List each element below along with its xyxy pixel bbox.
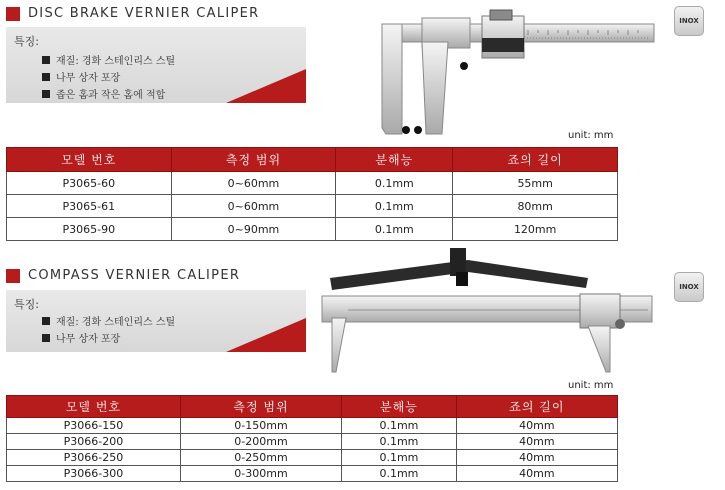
header-range: 측정 범위 (180, 396, 341, 418)
feature-item (42, 51, 175, 68)
cell-resolution: 0.1mm (336, 172, 453, 195)
cell-resolution: 0.1mm (342, 418, 457, 434)
cell-jaw-length: 40mm (456, 466, 617, 482)
table-row (7, 218, 618, 241)
cell-range: 0~90mm (171, 218, 336, 241)
cell-resolution: 0.1mm (336, 195, 453, 218)
table-row (7, 418, 618, 434)
compass-section (0, 262, 725, 490)
header-resolution: 분해능 (342, 396, 457, 418)
header-jaw-length: 죠의 길이 (453, 148, 618, 172)
cell-range: 0-300mm (180, 466, 341, 482)
features-label: 특징: (14, 298, 39, 311)
section-title (6, 268, 240, 283)
header-jaw-length: 죠의 길이 (456, 396, 617, 418)
bullet-square-icon (42, 73, 50, 81)
table-row (7, 450, 618, 466)
cell-model: P3065-60 (7, 172, 172, 195)
table-row (7, 172, 618, 195)
header-resolution: 분해능 (336, 148, 453, 172)
unit-label: unit: mm (568, 130, 614, 141)
table-header-row (7, 396, 618, 418)
features-list (42, 51, 175, 102)
inox-badge: INOX (674, 272, 704, 302)
feature-text: 나무 상자 포장 (56, 73, 121, 84)
cell-model: P3065-90 (7, 218, 172, 241)
cell-model: P3066-300 (7, 466, 181, 482)
title-marker (6, 269, 20, 283)
cell-resolution: 0.1mm (342, 466, 457, 482)
cell-resolution: 0.1mm (336, 218, 453, 241)
header-model: 모델 번호 (7, 396, 181, 418)
disc-brake-caliper-image (378, 8, 658, 138)
cell-resolution: 0.1mm (342, 434, 457, 450)
table-row (7, 434, 618, 450)
cell-range: 0-150mm (180, 418, 341, 434)
feature-text: 나무 상자 포장 (56, 334, 121, 345)
cell-resolution: 0.1mm (342, 450, 457, 466)
features-label: 특징: (14, 35, 39, 48)
inox-badge: INOX (674, 6, 704, 36)
feature-item (42, 329, 175, 346)
bullet-square-icon (42, 56, 50, 64)
bullet-square-icon (42, 317, 50, 325)
features-list (42, 312, 175, 346)
feature-item (42, 68, 175, 85)
cell-model: P3066-250 (7, 450, 181, 466)
features-panel (6, 290, 306, 352)
section-title-text: COMPASS VERNIER CALIPER (28, 268, 241, 283)
title-marker (6, 7, 20, 21)
unit-label: unit: mm (568, 380, 614, 391)
feature-item (42, 312, 175, 329)
feature-item (42, 85, 175, 102)
cell-jaw-length: 55mm (453, 172, 618, 195)
section-title (6, 6, 260, 21)
spec-table (6, 147, 618, 241)
cell-jaw-length: 40mm (456, 450, 617, 466)
cell-jaw-length: 40mm (456, 418, 617, 434)
feature-text: 재질: 경화 스테인리스 스틸 (56, 56, 176, 67)
bullet-square-icon (42, 334, 50, 342)
feature-text: 좁은 홈과 작은 홈에 적합 (56, 90, 166, 101)
table-row (7, 195, 618, 218)
cell-range: 0~60mm (171, 195, 336, 218)
bullet-square-icon (42, 90, 50, 98)
header-model: 모델 번호 (7, 148, 172, 172)
table-row (7, 466, 618, 482)
cell-model: P3066-150 (7, 418, 181, 434)
cell-range: 0-200mm (180, 434, 341, 450)
feature-text: 재질: 경화 스테인리스 스틸 (56, 317, 176, 328)
cell-model: P3066-200 (7, 434, 181, 450)
cell-range: 0~60mm (171, 172, 336, 195)
cell-jaw-length: 40mm (456, 434, 617, 450)
cell-jaw-length: 120mm (453, 218, 618, 241)
header-range: 측정 범위 (171, 148, 336, 172)
section-title-text: DISC BRAKE VERNIER CALIPER (28, 6, 260, 21)
table-header-row (7, 148, 618, 172)
cell-range: 0-250mm (180, 450, 341, 466)
spec-table (6, 395, 618, 482)
cell-jaw-length: 80mm (453, 195, 618, 218)
compass-caliper-image (318, 248, 658, 376)
features-panel (6, 27, 306, 103)
cell-model: P3065-61 (7, 195, 172, 218)
